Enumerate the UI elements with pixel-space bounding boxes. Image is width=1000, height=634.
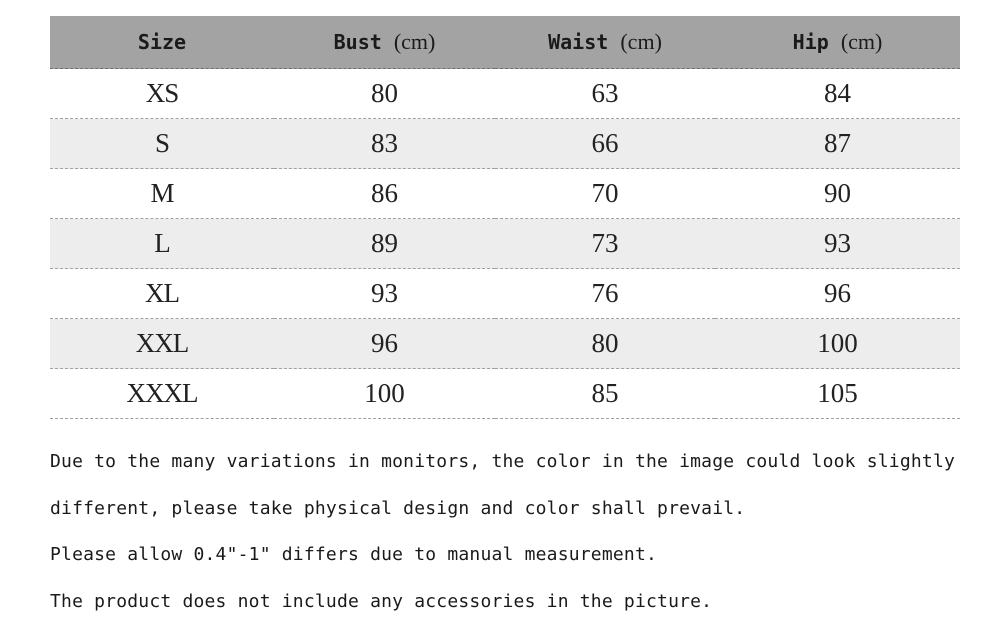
size-cell: XXL	[50, 319, 274, 369]
bust-cell: 93	[274, 269, 495, 319]
bust-cell: 100	[274, 369, 495, 419]
table-row	[50, 69, 960, 119]
table-row	[50, 269, 960, 319]
disclaimer-notes	[50, 446, 970, 632]
size-chart-table	[50, 16, 960, 419]
size-chart-header	[50, 16, 960, 69]
size-cell: XL	[50, 269, 274, 319]
hip-cell: 93	[715, 219, 960, 269]
header-label: Hip	[792, 30, 829, 54]
waist-cell: 63	[495, 69, 715, 119]
note-monitor-color: Due to the many variations in monitors, the color in the image could look slightly	[50, 451, 956, 472]
note-measurement-tolerance: Please allow 0.4"-1" differs due to manual measurement.	[50, 544, 658, 565]
header-size	[50, 16, 274, 69]
waist-cell: 76	[495, 269, 715, 319]
size-cell: M	[50, 169, 274, 219]
waist-cell: 80	[495, 319, 715, 369]
note-no-accessories: The product does not include any accessories in the picture.	[50, 590, 713, 612]
header-hip	[715, 16, 960, 69]
hip-cell: 90	[715, 169, 960, 219]
header-label: Bust	[333, 30, 382, 54]
hip-cell: 100	[715, 319, 960, 369]
header-label: Size	[137, 30, 187, 54]
header-unit: (cm)	[393, 29, 436, 54]
waist-cell: 73	[495, 219, 715, 269]
waist-cell: 70	[495, 169, 715, 219]
waist-cell: 85	[495, 369, 715, 419]
table-row	[50, 169, 960, 219]
bust-cell: 96	[274, 319, 495, 369]
bust-cell: 89	[274, 219, 495, 269]
bust-cell: 80	[274, 69, 495, 119]
bust-cell: 86	[274, 169, 495, 219]
header-bust	[274, 16, 495, 69]
size-cell: XXXL	[50, 369, 274, 419]
hip-cell: 96	[715, 269, 960, 319]
size-cell: L	[50, 219, 274, 269]
table-row	[50, 119, 960, 169]
header-row	[50, 16, 960, 69]
hip-cell: 105	[715, 369, 960, 419]
waist-cell: 66	[495, 119, 715, 169]
header-label: Waist	[548, 30, 609, 54]
header-waist	[495, 16, 715, 69]
size-cell: S	[50, 119, 274, 169]
table-row	[50, 219, 960, 269]
size-cell: XS	[50, 69, 274, 119]
header-unit: (cm)	[840, 29, 883, 54]
size-chart-body	[50, 69, 960, 419]
hip-cell: 87	[715, 119, 960, 169]
table-row	[50, 369, 960, 419]
hip-cell: 84	[715, 69, 960, 119]
note-physical-prevail: different, please take physical design and color shall prevail.	[50, 497, 746, 519]
header-unit: (cm)	[620, 29, 662, 54]
table-row	[50, 319, 960, 369]
bust-cell: 83	[274, 119, 495, 169]
